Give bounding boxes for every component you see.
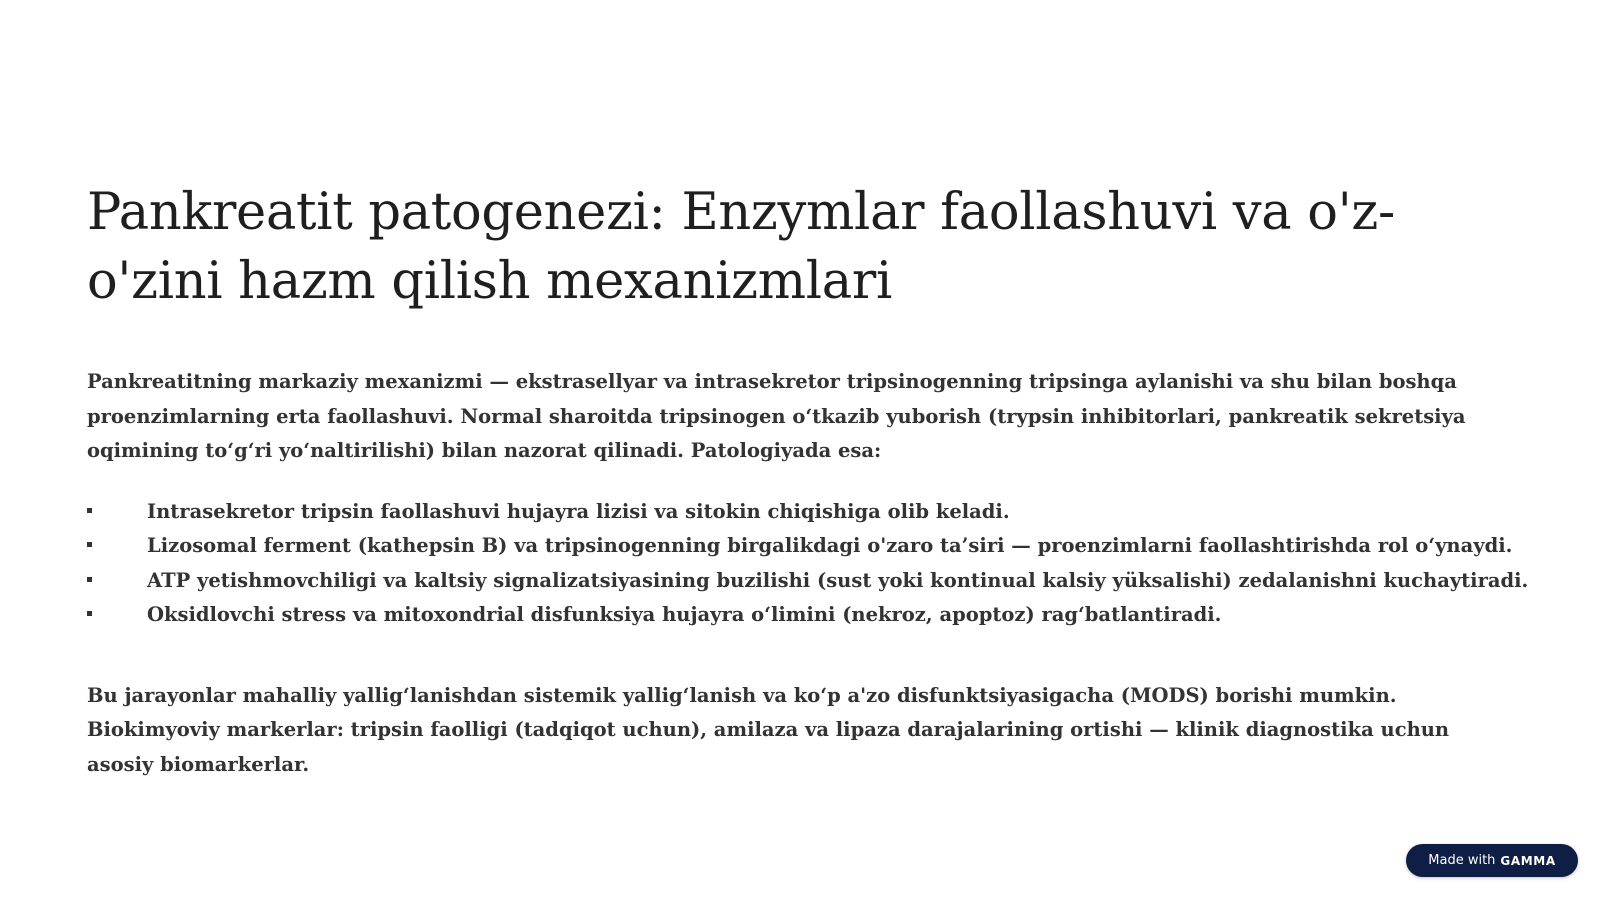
list-item — [87, 598, 1527, 633]
outro-paragraph: Bu jarayonlar mahalliy yallig‘lanishdan sistemik yallig‘lanish va ko‘p a'zo disfunktsiyasigacha (MODS) borishi mumkin. Biokimyoviy markerlar: tripsin faolligi (tadqiqot uchun), amilaza va lipaza darajalarining ortishi — klinik diagnostika uchun asosiy biomarkerlar. — [87, 683, 1450, 776]
list-item — [87, 529, 1527, 564]
gamma-logo: GAMMA — [1500, 853, 1556, 868]
made-with-gamma-badge[interactable] — [1406, 844, 1578, 877]
list-item-text: Oksidlovchi stress va mitoxondrial disfunksiya hujayra o‘limini (nekroz, apoptoz) rag‘batlantiradi. — [147, 603, 1222, 626]
bullet-marker — [87, 542, 92, 547]
slide-title: Pankreatit patogenezi: Enzymlar faollashuvi va o'z-o'zini hazm qilish mexanizmlari — [87, 183, 1395, 311]
list-item-text: Lizosomal ferment (kathepsin B) va tripsinogenning birgalikdagi o'zaro ta’siri — proenzimlarni faollashtirishda rol o‘ynaydi. — [147, 534, 1513, 557]
list-item — [87, 495, 1527, 530]
slide-content — [87, 178, 1527, 782]
badge-prefix: Made with — [1428, 853, 1496, 868]
list-item-text: Intrasekretor tripsin faollashuvi hujayra lizisi va sitokin chiqishiga olib keladi. — [147, 499, 1010, 523]
bullet-marker — [87, 508, 92, 513]
intro-paragraph: Pankreatitning markaziy mexanizmi — ekstrasellyar va intrasekretor tripsinogenning tripsinga aylanishi va shu bilan boshqa proenzimlarning erta faollashuvi. Normal sharoitda tripsinogen o‘tkazib yuborish (trypsin inhibitorlari, pankreatik sekretsiya oqimining to‘g‘ri yo‘naltirilishi) bilan nazorat qilinadi. Patologiyada esa: — [87, 370, 1466, 462]
bullet-list — [87, 495, 1527, 633]
list-item-text: ATP yetishmovchiligi va kaltsiy signalizatsiyasining buzilishi (sust yoki kontinual kalsiy yüksalishi) zedalanishni kuchaytiradi. — [147, 568, 1529, 592]
list-item — [87, 564, 1527, 599]
bullet-marker — [87, 611, 92, 616]
bullet-marker — [87, 577, 92, 582]
